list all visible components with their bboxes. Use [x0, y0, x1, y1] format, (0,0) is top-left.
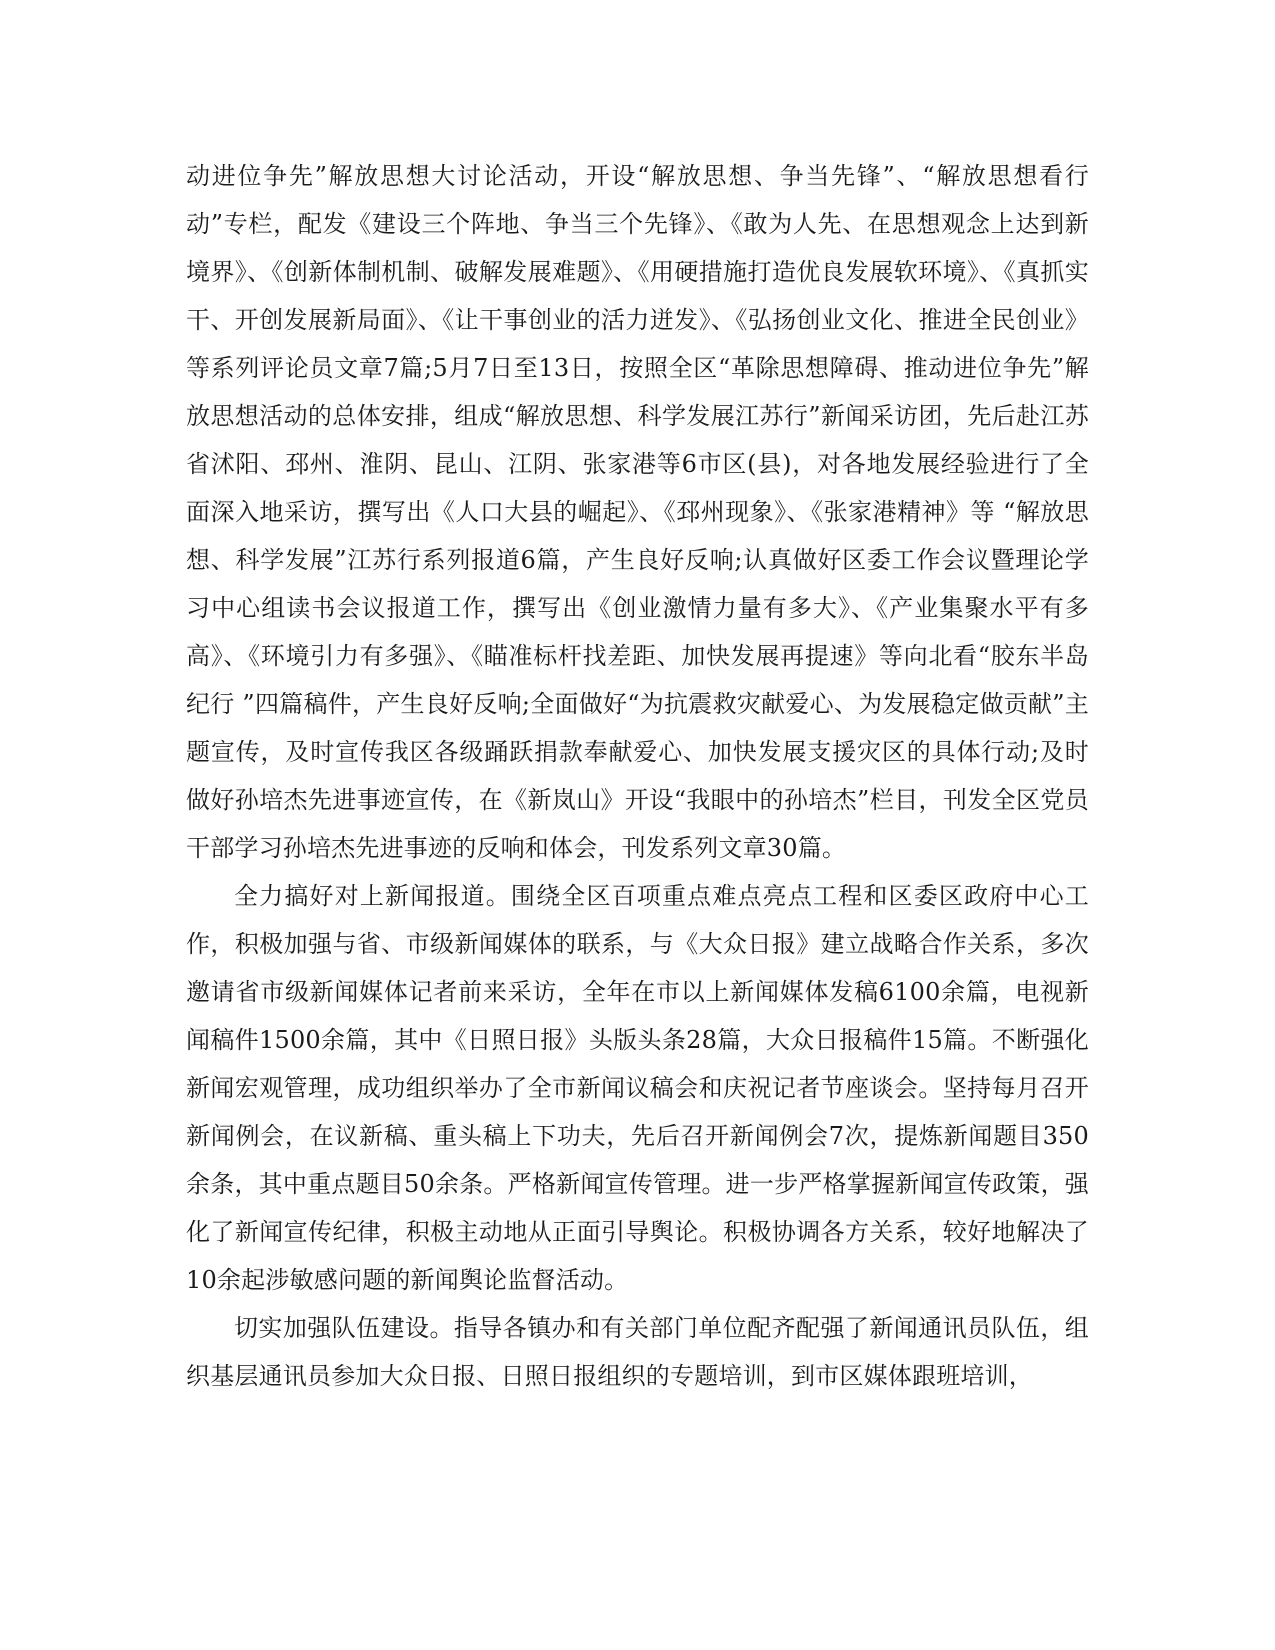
- document-body: [186, 152, 1089, 1400]
- paragraph-news-campaign: 动进位争先”解放思想大讨论活动，开设“解放思想、争当先锋”、“解放思想看行动”专栏，配发《建设三个阵地、争当三个先锋》、《敢为人先、在思想观念上达到新境界》、《创新体制机制、破解发展难题》、《用硬措施打造优良发展软环境》、《真抓实干、开创发展新局面》、《让干事创业的活力迸发》、《弘扬创业文化、推进全民创业》等系列评论员文章7篇;5月7日至13日，按照全区“革除思想障碍、推动进位争先”解放思想活动的总体安排，组成“解放思想、科学发展江苏行”新闻采访团，先后赴江苏省沭阳、邳州、淮阴、昆山、江阴、张家港等6市区(县)，对各地发展经验进行了全面深入地采访，撰写出《人口大县的崛起》、《邳州现象》、《张家港精神》等 “解放思想、科学发展”江苏行系列报道6篇，产生良好反响;认真做好区委工作会议暨理论学习中心组读书会议报道工作，撰写出《创业激情力量有多大》、《产业集聚水平有多高》、《环境引力有多强》、《瞄准标杆找差距、加快发展再提速》等向北看“胶东半岛纪行 ”四篇稿件，产生良好反响;全面做好“为抗震救灾献爱心、为发展稳定做贡献”主题宣传，及时宣传我区各级踊跃捐款奉献爱心、加快发展支援灾区的具体行动;及时做好孙培杰先进事迹宣传，在《新岚山》开设“我眼中的孙培杰”栏目，刊发全区党员干部学习孙培杰先进事迹的反响和体会，刊发系列文章30篇。: [186, 162, 1089, 862]
- paragraph-team-building: 切实加强队伍建设。指导各镇办和有关部门单位配齐配强了新闻通讯员队伍，组织基层通讯员参加大众日报、日照日报组织的专题培训，到市区媒体跟班培训，: [186, 1314, 1089, 1390]
- paragraph-external-news-reporting: 全力搞好对上新闻报道。围绕全区百项重点难点亮点工程和区委区政府中心工作，积极加强与省、市级新闻媒体的联系，与《大众日报》建立战略合作关系，多次邀请省市级新闻媒体记者前来采访，全年在市以上新闻媒体发稿6100余篇，电视新闻稿件1500余篇，其中《日照日报》头版头条28篇，大众日报稿件15篇。不断强化新闻宏观管理，成功组织举办了全市新闻议稿会和庆祝记者节座谈会。坚持每月召开新闻例会，在议新稿、重头稿上下功夫，先后召开新闻例会7次，提炼新闻题目350余条，其中重点题目50余条。严格新闻宣传管理。进一步严格掌握新闻宣传政策，强化了新闻宣传纪律，积极主动地从正面引导舆论。积极协调各方关系，较好地解决了10余起涉敏感问题的新闻舆论监督活动。: [186, 882, 1089, 1294]
